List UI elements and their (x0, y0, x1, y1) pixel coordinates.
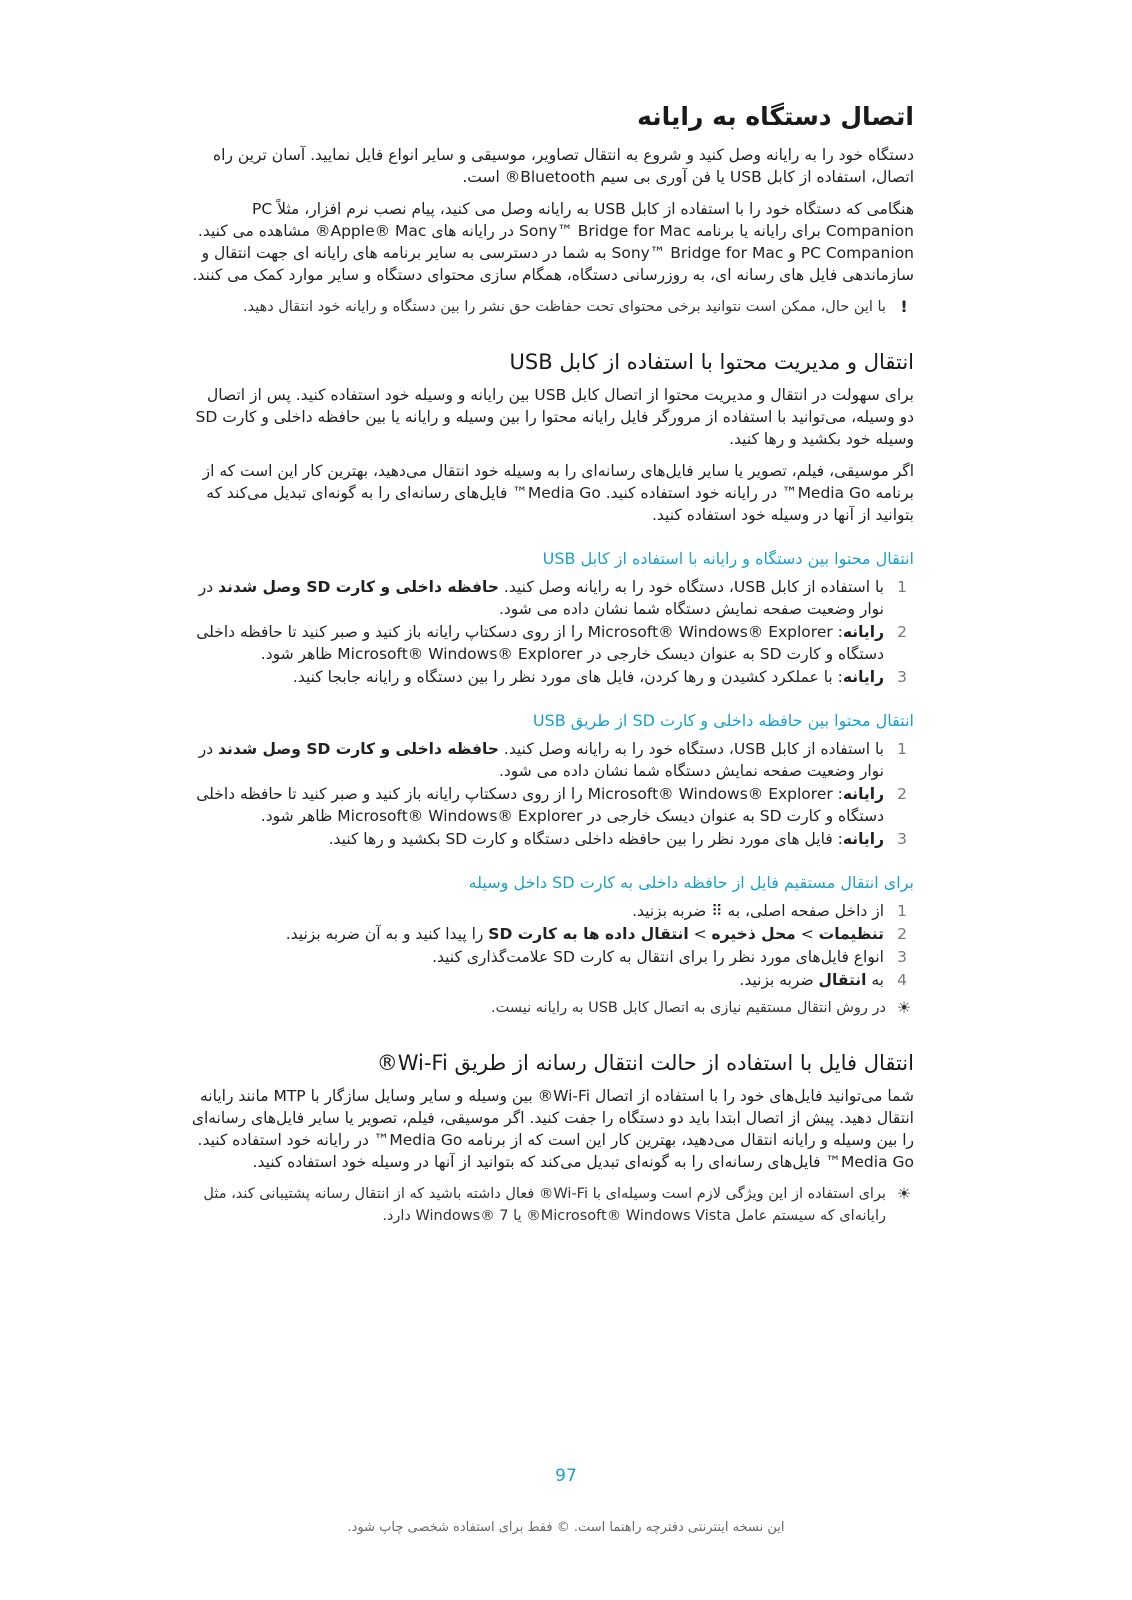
step-text: انواع فایل‌های مورد نظر را برای انتقال به کارت SD علامت‌گذاری کنید. (432, 948, 884, 966)
step-item (190, 783, 914, 827)
step-item (190, 900, 914, 922)
wifi-section-heading: انتقال فایل با استفاده از حالت انتقال رسانه از طریق Wi-Fi® (376, 1051, 914, 1075)
steps-list-1 (190, 576, 914, 688)
usb-section-heading: انتقال و مدیریت محتوا با استفاده از کابل USB (509, 350, 914, 374)
step-number: 3 (897, 668, 907, 686)
step-item (190, 946, 914, 968)
intro-paragraph-1: دستگاه خود را به رایانه وصل کنید و شروع به انتقال تصاویر، موسیقی و سایر انواع فایل نمایید. آسان ترین راه اتصال، استفاده از کابل USB یا فن آوری بی سیم Bluetooth® است. (213, 146, 914, 186)
steps-list-2 (190, 738, 914, 850)
app-grid-icon: ⠿ (711, 902, 723, 920)
step-number: 1 (897, 740, 907, 758)
step-number: 4 (897, 971, 907, 989)
step-text: رایانه: Microsoft® Windows® Explorer را از روی دسکتاپ رایانه باز کنید و صبر کنید تا حافظه داخلی دستگاه و کارت SD به عنوان دیسک خارجی در Microsoft® Windows® Explorer ظاهر شود. (196, 785, 884, 825)
document-page (190, 100, 914, 1231)
transfer-internal-sd-heading: انتقال محتوا بین حافظه داخلی و کارت SD از طریق USB (532, 711, 914, 730)
warning-note-text: با این حال، ممکن است نتوانید برخی محتوای تحت حفاظت حق نشر را بین دستگاه و رایانه خود انتقال دهید. (242, 299, 886, 315)
step-text: از داخل صفحه اصلی، به ⠿ ضربه بزنید. (632, 902, 884, 920)
step-text: به انتقال ضربه بزنید. (739, 971, 884, 989)
step-item (190, 969, 914, 991)
step-text: رایانه: Microsoft® Windows® Explorer را از روی دسکتاپ رایانه باز کنید و صبر کنید تا حافظه داخلی دستگاه و کارت SD به عنوان دیسک خارجی در Microsoft® Windows® Explorer ظاهر شود. (196, 623, 884, 663)
step-number: 2 (897, 623, 907, 641)
page-title: اتصال دستگاه به رایانه (637, 102, 914, 131)
lightbulb-icon: ☀ (896, 998, 912, 1017)
tip-note-2-text: برای استفاده از این ویژگی لازم است وسیله‌ای با Wi-Fi® فعال داشته باشید که از انتقال رسانه پشتیبانی کند، مثل رایانه‌ای که سیستم عامل Microsoft® Windows Vista® یا Windows® 7 دارد. (203, 1186, 886, 1224)
step-text: رایانه: با عملکرد کشیدن و رها کردن، فایل های مورد نظر را بین دستگاه و رایانه جابجا کنید. (292, 668, 884, 686)
step-item (190, 738, 914, 782)
step-number: 1 (897, 578, 907, 596)
direct-transfer-heading: برای انتقال مستقیم فایل از حافظه داخلی به کارت SD داخل وسیله (468, 873, 914, 892)
warning-note (190, 296, 914, 318)
page-footer: این نسخه اینترنتی دفترچه راهنما است. © فقط برای استفاده شخصی چاپ شود. (347, 1520, 785, 1535)
tip-note-1 (190, 997, 914, 1019)
page-number: 97 (555, 1466, 577, 1486)
step-item (190, 923, 914, 945)
step-text: رایانه: فایل های مورد نظر را بین حافظه داخلی دستگاه و کارت SD بکشید و رها کنید. (328, 830, 884, 848)
steps-list-3 (190, 900, 914, 991)
transfer-device-computer-heading: انتقال محتوا بین دستگاه و رایانه با استفاده از کابل USB (542, 549, 914, 568)
step-text: با استفاده از کابل USB، دستگاه خود را به رایانه وصل کنید. حافظه داخلی و کارت SD وصل شدند در نوار وضعیت صفحه نمایش دستگاه شما نشان داده می شود. (198, 578, 884, 618)
intro-paragraph-2: هنگامی که دستگاه خود را با استفاده از کابل USB به رایانه وصل می کنید، پیام نصب نرم افزار، مثلاً PC Companion برای رایانه یا برنامه Sony™ Bridge for Mac در رایانه های Apple® Mac® مشاهده می کنید. PC Companion و Sony™ Bridge for Mac به شما در دسترسی به سایر برنامه های رایانه ای جهت انتقال و سازماندهی فایل های رسانه ای، به روزرسانی دستگاه، همگام سازی محتوای دستگاه و سایر موارد کمک می کنند. (192, 200, 914, 284)
usb-paragraph-1: برای سهولت در انتقال و مدیریت محتوا از اتصال کابل USB بین رایانه و وسیله خود استفاده کنید. پس از اتصال دو وسیله، می‌توانید با استفاده از مرورگر فایل رایانه محتوا را بین وسیله و رایانه یا بین حافظه داخلی و کارت SD وسیله خود بکشید و رها کنید. (195, 386, 914, 448)
step-item (190, 576, 914, 620)
step-number: 2 (897, 925, 907, 943)
step-number: 2 (897, 785, 907, 803)
wifi-paragraph: شما می‌توانید فایل‌های خود را با استفاده از اتصال Wi-Fi® بین وسیله و سایر وسایل سازگار با MTP مانند رایانه انتقال دهید. پیش از اتصال ابتدا باید دو دستگاه را جفت کنید. اگر موسیقی، فیلم، تصویر یا سایر فایل‌های رسانه‌ای را بین وسیله و رایانه انتقال می‌دهید، بهترین کار این است که از برنامه Media Go™ در رایانه خود استفاده کنید. Media Go™ فایل‌های رسانه‌ای را به گونه‌ای تبدیل می‌کند که بتوانید از آنها در وسیله خود استفاده کنید. (191, 1087, 914, 1171)
lightbulb-icon: ☀ (896, 1184, 912, 1203)
step-item (190, 666, 914, 688)
step-text: تنظیمات > محل ذخیره > انتقال داده ها به کارت SD را پیدا کنید و به آن ضربه بزنید. (285, 925, 884, 943)
step-number: 1 (897, 902, 907, 920)
step-number: 3 (897, 948, 907, 966)
tip-note-2 (190, 1183, 914, 1227)
step-number: 3 (897, 830, 907, 848)
step-text: با استفاده از کابل USB، دستگاه خود را به رایانه وصل کنید. حافظه داخلی و کارت SD وصل شدند در نوار وضعیت صفحه نمایش دستگاه شما نشان داده می شود. (198, 740, 884, 780)
tip-note-1-text: در روش انتقال مستقیم نیازی به اتصال کابل USB به رایانه نیست. (490, 1000, 886, 1016)
step-item (190, 621, 914, 665)
usb-paragraph-2: اگر موسیقی، فیلم، تصویر یا سایر فایل‌های رسانه‌ای را به وسیله خود انتقال می‌دهید، بهترین کار این است که از برنامه Media Go™ در رایانه خود استفاده کنید. Media Go™ فایل‌های رسانه‌ای را به گونه‌ای تبدیل می‌کند که بتوانید از آنها در وسیله خود استفاده کنید. (202, 462, 914, 524)
exclamation-icon: ! (900, 297, 908, 316)
step-item (190, 828, 914, 850)
